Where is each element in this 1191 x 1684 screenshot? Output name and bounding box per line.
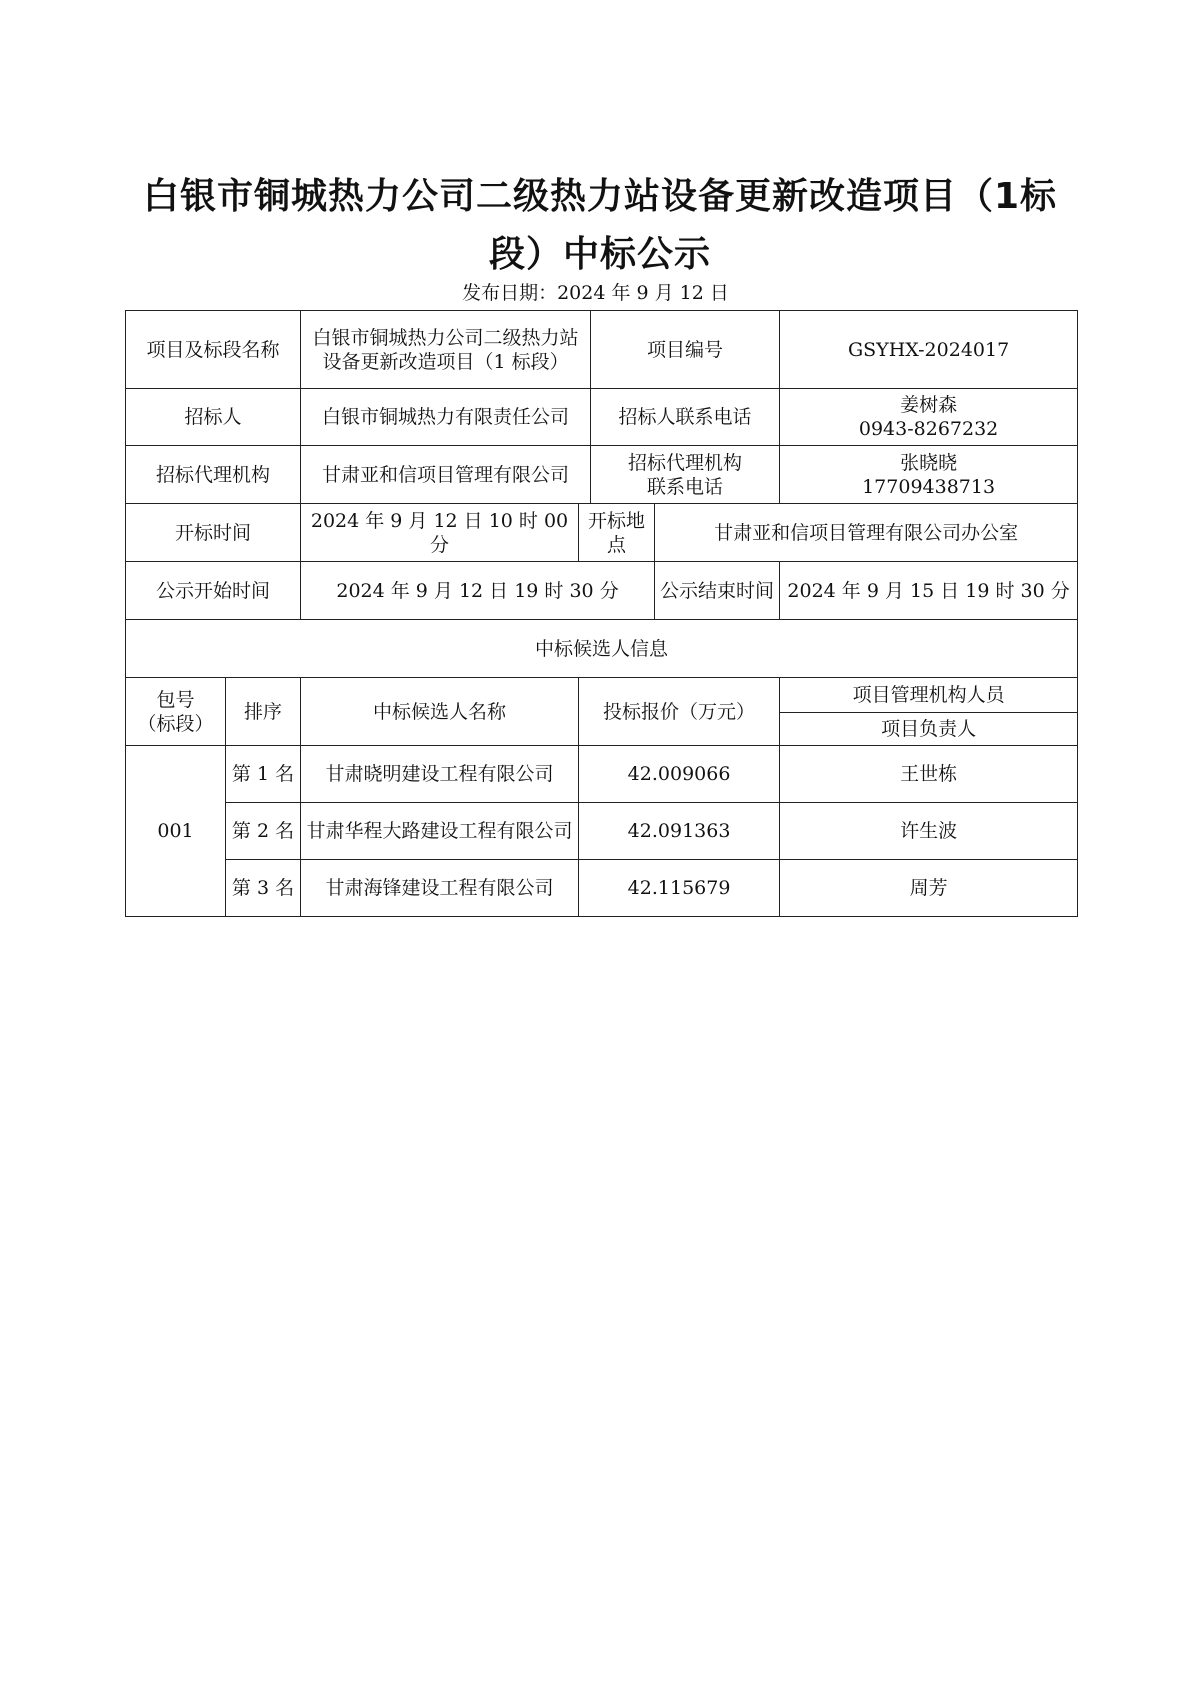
page-title: 白银市铜城热力公司二级热力站设备更新改造项目（1标段）中标公示 [142, 176, 1058, 275]
candidates-header-row [126, 678, 1078, 713]
candidate-rank: 第 2 名 [226, 803, 301, 860]
agency-phone-label [591, 446, 780, 504]
opening-place-label: 开标地点 [579, 504, 655, 562]
project-number-label: 项目编号 [591, 311, 780, 389]
col-package-line1: 包号 [156, 688, 195, 711]
agency-label: 招标代理机构 [126, 446, 301, 504]
notice-row [126, 562, 1078, 620]
candidates-heading-row [126, 620, 1078, 678]
agency-row [126, 446, 1078, 504]
project-number: GSYHX-2024017 [780, 311, 1078, 389]
project-row [126, 311, 1078, 389]
tenderer-contact-phone: 0943-8267232 [858, 418, 999, 440]
col-rank: 排序 [226, 678, 301, 746]
tenderer-contact [780, 389, 1078, 446]
agency-contact-name: 张晓晓 [900, 451, 958, 474]
opening-time-label: 开标时间 [126, 504, 301, 562]
tenderer-contact-name: 姜树森 [900, 394, 958, 416]
candidate-manager: 周芳 [780, 860, 1078, 917]
candidates-heading: 中标候选人信息 [126, 620, 1078, 678]
table-row [126, 860, 1078, 917]
candidate-name: 甘肃海锋建设工程有限公司 [301, 860, 579, 917]
agency-contact-phone: 17709438713 [862, 475, 996, 498]
project-name: 白银市铜城热力公司二级热力站设备更新改造项目（1 标段） [301, 311, 591, 389]
col-package [126, 678, 226, 746]
tenderer-label: 招标人 [126, 389, 301, 446]
candidate-price: 42.009066 [579, 746, 780, 803]
notice-end-label: 公示结束时间 [655, 562, 780, 620]
project-name-label: 项目及标段名称 [126, 311, 301, 389]
agency-contact [780, 446, 1078, 504]
opening-place: 甘肃亚和信项目管理有限公司办公室 [655, 504, 1078, 562]
opening-time: 2024 年 9 月 12 日 10 时 00 分 [301, 504, 579, 562]
agency-name: 甘肃亚和信项目管理有限公司 [301, 446, 591, 504]
candidate-name: 甘肃晓明建设工程有限公司 [301, 746, 579, 803]
notice-end: 2024 年 9 月 15 日 19 时 30 分 [780, 562, 1078, 620]
table-row [126, 746, 1078, 803]
col-package-line2: （标段） [137, 712, 214, 735]
candidate-rank: 第 1 名 [226, 746, 301, 803]
candidate-manager: 许生波 [780, 803, 1078, 860]
col-staff: 项目管理机构人员 [780, 678, 1078, 713]
tenderer-phone-label: 招标人联系电话 [591, 389, 780, 446]
candidate-name: 甘肃华程大路建设工程有限公司 [301, 803, 579, 860]
candidate-price: 42.091363 [579, 803, 780, 860]
tenderer-row [126, 389, 1078, 446]
table-row [126, 803, 1078, 860]
col-candidate-name: 中标候选人名称 [301, 678, 579, 746]
col-manager: 项目负责人 [780, 713, 1078, 746]
publish-date: 发布日期：2024 年 9 月 12 日 [462, 282, 729, 304]
agency-phone-label-line2: 联系电话 [647, 475, 724, 498]
package-number: 001 [126, 746, 226, 917]
candidate-rank: 第 3 名 [226, 860, 301, 917]
candidate-manager: 王世栋 [780, 746, 1078, 803]
opening-row [126, 504, 1078, 562]
info-table [125, 310, 1077, 917]
notice-start: 2024 年 9 月 12 日 19 时 30 分 [301, 562, 655, 620]
agency-phone-label-line1: 招标代理机构 [628, 451, 743, 474]
candidate-price: 42.115679 [579, 860, 780, 917]
notice-start-label: 公示开始时间 [126, 562, 301, 620]
tenderer-name: 白银市铜城热力有限责任公司 [301, 389, 591, 446]
col-price: 投标报价（万元） [579, 678, 780, 746]
